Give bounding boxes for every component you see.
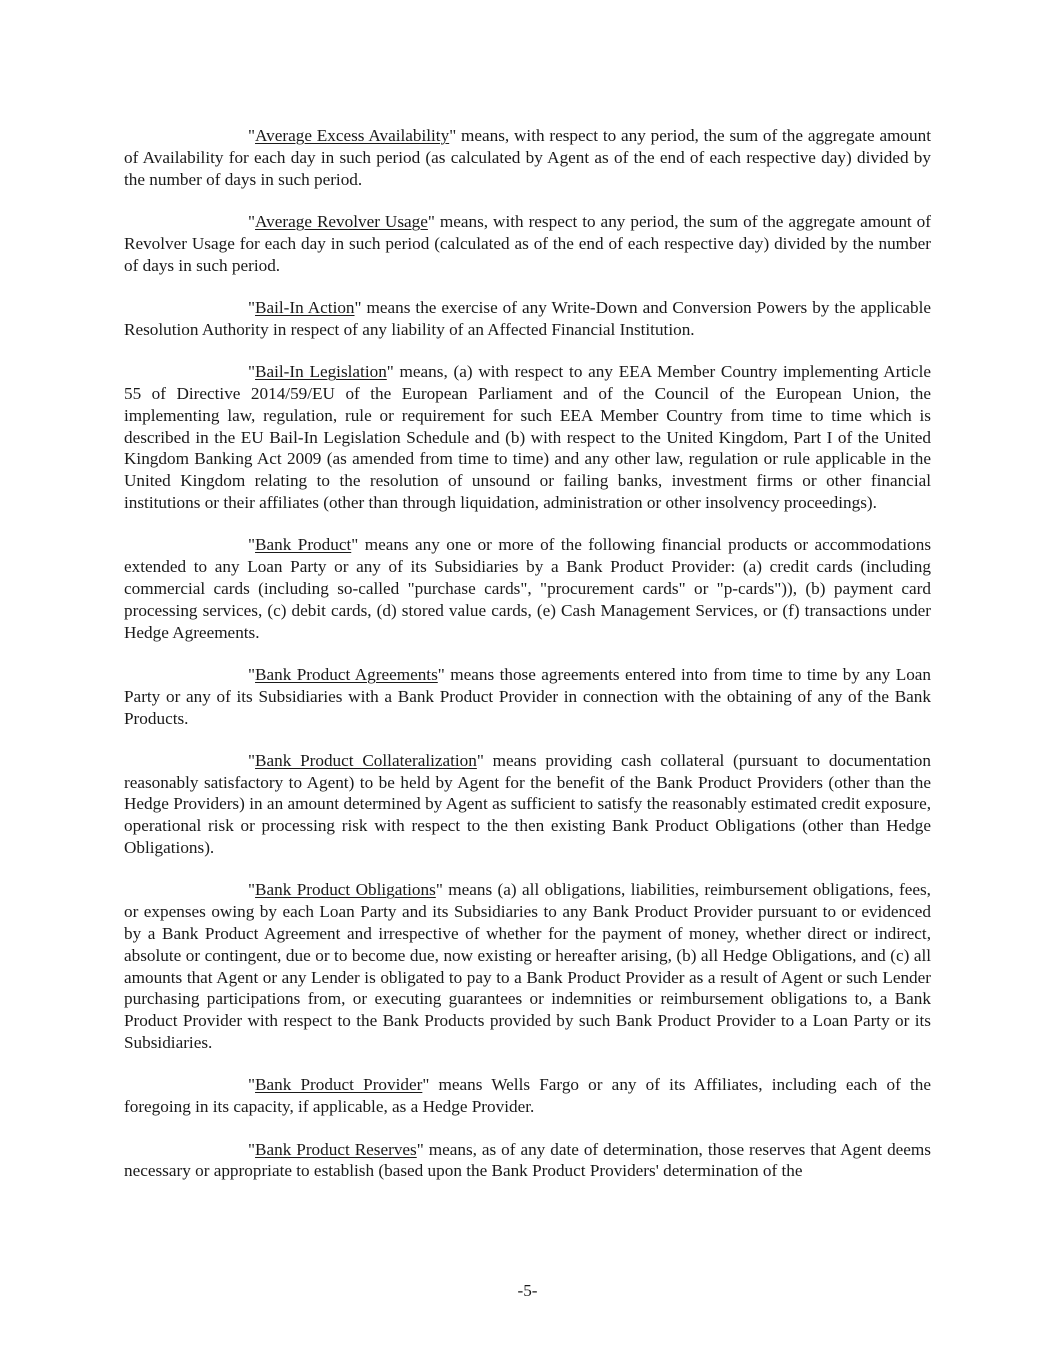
- definition-text: " means, with respect to any period, the sum of the aggregate amount of Revolver Usage for each day in such period (calculated as of the end of each respective day) divided by the number of days in such period.: [124, 211, 932, 275]
- open-quote: ": [248, 880, 256, 900]
- definition-text: " means providing cash collateral (pursuant to documentation reasonably satisfactory to Agent) to be held by Agent for the benefit of the Bank Product Providers (other than the Hedge Providers) in an amount determined by Agent as sufficient to satisfy the reasonably estimated credit exposure, operational risk or processing risk with respect to the then existing Bank Product Obligations (other than Hedge Obligations).: [124, 750, 931, 858]
- definition-paragraph: [124, 879, 931, 1053]
- defined-term: Average Revolver Usage: [255, 211, 428, 231]
- definition-paragraph: [124, 297, 931, 341]
- definition-paragraph: [124, 1139, 931, 1183]
- defined-term: Bank Product Provider: [255, 1075, 423, 1095]
- open-quote: ": [248, 362, 256, 382]
- definition-paragraph: [124, 750, 931, 859]
- definition-text: " means any one or more of the following financial products or accommodations extended to any Loan Party or any of its Subsidiaries by a Bank Product Provider: (a) credit cards (including commercial cards (including so-called "purchase cards", "procurement cards" or "p-cards")), (b) payment card processing services, (c) debit cards, (d) stored value cards, (e) Cash Management Services, or (f) transactions under Hedge Agreements.: [124, 535, 932, 642]
- definition-paragraph: [124, 664, 931, 729]
- definition-paragraph: [124, 1074, 931, 1118]
- page-number: -5-: [517, 1281, 538, 1300]
- defined-term: Bank Product Collateralization: [255, 750, 477, 770]
- definition-paragraph: [124, 361, 931, 514]
- definition-text: " means (a) all obligations, liabilities, reimbursement obligations, fees, or expenses owing by each Loan Party and its Subsidiaries to any Bank Product Provider pursuant to or evidenced by a Bank Product Agreement and irrespective of whether for the payment of money, whether direct or indirect, absolute or contingent, due or to become due, now existing or hereafter arising, (b) all Hedge Obligations, and (c) all amounts that Agent or any Lender is obligated to pay to a Bank Product Provider as a result of Agent or such Lender purchasing participations from, or executing guarantees or indemnities or reimbursement obligations to, a Bank Product Provider with respect to the Bank Products provided by such Bank Product Provider to a Loan Party or its Subsidiaries.: [124, 880, 931, 1053]
- defined-term: Bank Product Reserves: [255, 1139, 417, 1159]
- definition-text: " means, as of any date of determination, those reserves that Agent deems necessary or appropriate to establish (based upon the Bank Product Providers' determination of the: [124, 1139, 931, 1181]
- definition-text: " means Wells Fargo or any of its Affiliates, including each of the foregoing in its capacity, if applicable, as a Hedge Provider.: [124, 1075, 931, 1117]
- defined-term: Bank Product Agreements: [255, 664, 438, 684]
- defined-term: Bank Product Obligations: [255, 880, 436, 900]
- open-quote: ": [248, 297, 256, 317]
- definition-text: " means those agreements entered into from time to time by any Loan Party or any of its Subsidiaries with a Bank Product Provider in connection with the obtaining of any of the Bank Products.: [124, 664, 932, 728]
- definition-text: " means, with respect to any period, the sum of the aggregate amount of Availability for each day in such period (as calculated by Agent as of the end of each respective day) divided by the number of days in such period.: [124, 126, 931, 189]
- definition-paragraph: [124, 125, 931, 190]
- open-quote: ": [248, 1075, 256, 1095]
- open-quote: ": [248, 750, 256, 770]
- document-page: [124, 125, 931, 1203]
- open-quote: ": [248, 664, 256, 684]
- defined-term: Bail-In Action: [255, 297, 355, 317]
- definition-paragraph: [124, 211, 931, 276]
- open-quote: ": [248, 126, 256, 145]
- open-quote: ": [248, 1139, 256, 1159]
- defined-term: Average Excess Availability: [255, 126, 450, 145]
- definition-text: " means the exercise of any Write-Down and Conversion Powers by the applicable Resolution Authority in respect of any liability of an Affected Financial Institution.: [124, 297, 931, 339]
- definition-text: " means, (a) with respect to any EEA Member Country implementing Article 55 of Directive 2014/59/EU of the European Parliament and of the Council of the European Union, the implementing law, regulation, rule or requirement for such EEA Member Country from time to time which is described in the EU Bail-In Legislation Schedule and (b) with respect to the United Kingdom, Part I of the United Kingdom Banking Act 2009 (as amended from time to time) and any other law, regulation or rule applicable in the United Kingdom relating to the resolution of unsound or failing banks, investment firms or other financial institutions or their affiliates (other than through liquidation, administration or other insolvency proceedings).: [124, 362, 931, 512]
- defined-term: Bank Product: [255, 535, 352, 555]
- open-quote: ": [248, 535, 256, 555]
- open-quote: ": [248, 211, 256, 231]
- definition-paragraph: [124, 534, 931, 643]
- defined-term: Bail-In Legislation: [255, 362, 387, 382]
